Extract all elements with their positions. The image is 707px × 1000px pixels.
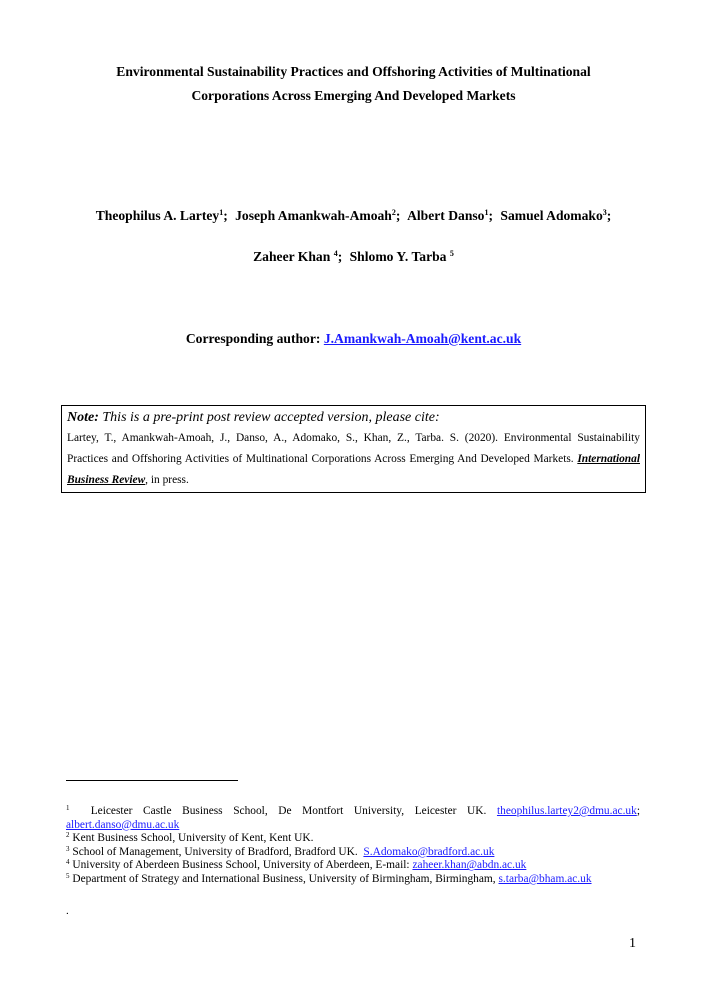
author-affiliation-sup: 3 bbox=[602, 208, 607, 217]
author-name: Samuel Adomako bbox=[500, 208, 603, 223]
author-line-2 bbox=[40, 249, 667, 265]
footnote-4 bbox=[66, 859, 640, 873]
footnote-5 bbox=[66, 873, 640, 887]
footnote-text: School of Management, University of Bradford, Bradford UK. bbox=[72, 845, 358, 858]
note-heading bbox=[67, 408, 640, 428]
footnote-text: Leicester Castle Business School, De Montfort University, Leicester UK. bbox=[90, 805, 487, 817]
footnotes bbox=[66, 805, 640, 887]
footnote-divider bbox=[66, 780, 238, 781]
footnote-number: 3 bbox=[66, 844, 70, 853]
footnote-1: $^1$ Leicester Castle Business School, De Montfort University, Leicester UK. theophilus.lartey2@dmu.ac.uk; albert.danso@dmu.ac.uk bbox=[66, 804, 640, 831]
note-label: Note: bbox=[67, 410, 99, 425]
footnote-text: Department of Strategy and International Business, University of Birmingham, Birmingham, bbox=[72, 872, 496, 885]
footnote-email-link[interactable]: S.Adomako@bradford.ac.uk bbox=[363, 845, 495, 858]
footnote-3 bbox=[66, 846, 640, 860]
footnote-number: 2 bbox=[66, 831, 70, 840]
title-line-1: Environmental Sustainability Practices and Offshoring Activities of Multinational bbox=[116, 64, 591, 79]
author-affiliation-sup: 4 bbox=[333, 249, 338, 258]
citation-note-box bbox=[61, 405, 646, 493]
author-affiliation-sup: 5 bbox=[449, 249, 454, 258]
note-text: This is a pre-print post review accepted version, please cite: bbox=[102, 410, 440, 425]
footnote-number: 1 bbox=[66, 804, 70, 812]
author-separator: ; bbox=[488, 208, 494, 223]
title-line-2: Corporations Across Emerging And Developed Markets bbox=[191, 88, 516, 103]
page-number: 1 bbox=[629, 936, 636, 951]
author-affiliation-sup: 1 bbox=[484, 208, 489, 217]
footnote-email-link[interactable]: albert.danso@dmu.ac.uk bbox=[66, 818, 180, 831]
author-name: Theophilus A. Lartey bbox=[95, 208, 220, 223]
paper-title bbox=[60, 60, 647, 108]
author-separator: ; bbox=[223, 208, 228, 223]
footnote-email-link[interactable]: s.tarba@bham.ac.uk bbox=[498, 872, 592, 885]
footnote-email-link[interactable]: theophilus.lartey2@dmu.ac.uk bbox=[496, 805, 637, 817]
footnote-text: University of Aberdeen Business School, University of Aberdeen, E-mail: bbox=[72, 859, 410, 872]
author-name: Joseph Amankwah-Amoah bbox=[235, 208, 392, 223]
author-separator: ; bbox=[337, 249, 343, 264]
corresponding-author bbox=[40, 331, 667, 347]
author-separator: ; bbox=[606, 208, 612, 223]
footnote-number: 5 bbox=[66, 871, 70, 880]
citation-suffix: , in press. bbox=[145, 474, 189, 486]
author-line-1 bbox=[40, 208, 667, 224]
corresponding-label: Corresponding author: bbox=[185, 331, 321, 346]
footnote-text: Kent Business School, University of Kent, Kent UK. bbox=[72, 832, 314, 845]
citation-body: Lartey, T., Amankwah-Amoah, J., Danso, A., Adomako, S., Khan, Z., Tarba. S. (2020). Environmental Sustainability Practices and Offshoring Activities of Multinational Corporations Across Emerging And Developed Markets. bbox=[67, 432, 640, 465]
footnote-email-link[interactable]: zaheer.khan@abdn.ac.uk bbox=[412, 859, 527, 872]
footnote-number: 4 bbox=[66, 858, 70, 867]
author-affiliation-sup: 1 bbox=[219, 208, 224, 217]
trailing-mark: . bbox=[66, 905, 69, 917]
author-name: Albert Danso bbox=[407, 208, 485, 223]
author-name: Shlomo Y. Tarba bbox=[349, 249, 447, 264]
footnote-2 bbox=[66, 832, 640, 846]
corresponding-email-link[interactable]: J.Amankwah-Amoah@kent.ac.uk bbox=[323, 331, 522, 346]
citation-text bbox=[67, 428, 640, 491]
author-affiliation-sup: 2 bbox=[391, 208, 396, 217]
author-name: Zaheer Khan bbox=[253, 249, 331, 264]
journal-name: International Business Review bbox=[67, 453, 640, 486]
author-separator: ; bbox=[395, 208, 401, 223]
